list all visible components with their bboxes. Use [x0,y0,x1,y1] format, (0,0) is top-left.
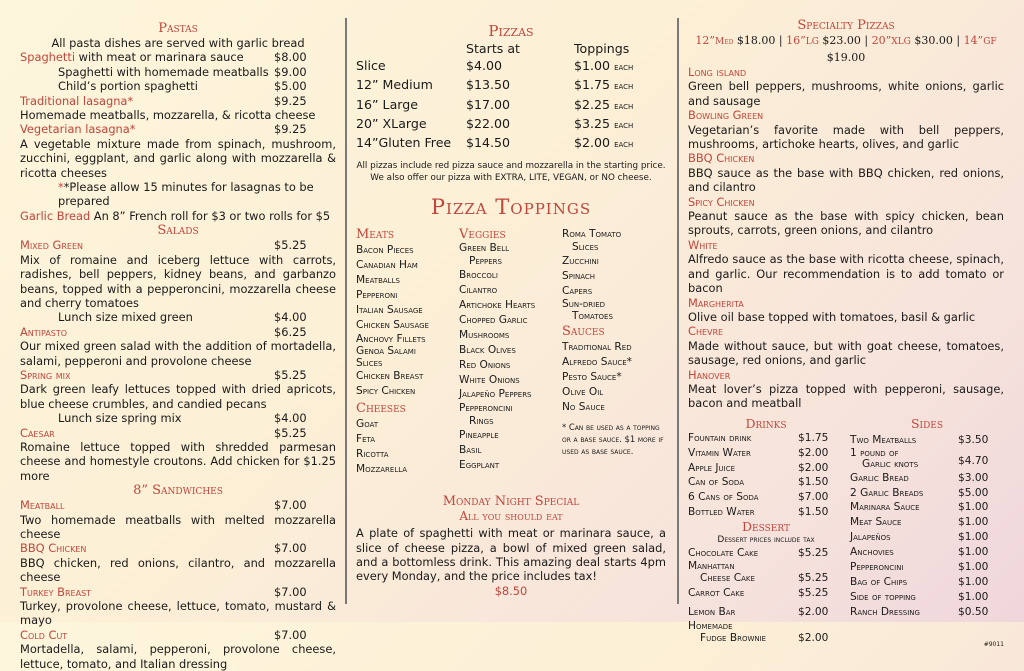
item-price: $5.25 [274,367,307,382]
item-name: Turkey Breast [20,584,92,599]
category-title: Sauces [562,323,605,339]
list-item: Green Bell [459,242,510,255]
list-item: Sun-dried [562,297,606,310]
item-name: Garlic Bread [20,208,91,223]
item-name: Spaghetti [20,50,75,65]
list-item: Broccoli [459,269,498,282]
list-item: Chicken Sausage [356,318,429,331]
list-item: Slices [356,356,383,369]
item-desc: with meat or marinara sauce [78,50,244,65]
list-item: Italian Sausage [356,303,423,316]
list-item: Red Onions [459,358,511,371]
list-item: Anchovies $1.00 [850,546,989,559]
print-tag: #9011 [983,640,1004,648]
pastas-heading: Pastas [158,21,198,36]
item-name: Chevre [688,324,724,339]
toppings-column [459,226,562,477]
specialty-sizes: 12”Med $18.00 | 16”LG $23.00 | 20”XLG $30.00 | 14”GF $19.00 [695,34,997,64]
special-subtitle: All you should eat [459,509,563,524]
category-title: Meats [356,227,395,243]
toppings-heading: Pizza Toppings [430,195,592,220]
list-item: No Sauce [562,400,605,413]
item-name: Mixed Green [20,238,83,253]
sides-heading: Sides [910,415,944,431]
item-desc: Lunch size mixed green [58,310,193,325]
list-item: 1 pound of Garlic knots $4.70 [850,446,989,471]
list-item: Bottled Water $1.50 [688,506,829,519]
drinks-dessert-column [688,417,844,653]
item-price: $7.00 [274,627,307,642]
toppings-column [356,226,459,477]
item-desc: Turkey, provolone cheese, lettuce, tomato, mustard & mayo [20,599,336,628]
item-name: BBQ Chicken [20,541,87,556]
pizza-note: All pizzas include red pizza sauce and mozzarella in the starting price. [356,161,666,172]
table-row: 14”Gluten Free $14.50 $2.00 each [356,135,634,151]
list-item: Pepperoncini $1.00 [850,561,989,574]
list-item: Bag of Chips $1.00 [850,576,989,588]
sides-column [850,417,1004,653]
item-desc: A vegetable mixture made from spinach, mushroom, zucchini, eggplant, and garlic along with mozzarella & ricotta cheeses [20,136,336,180]
list-item: Ricotta [356,448,389,461]
item-name: Long island [688,65,747,79]
list-item: Artichoke Hearts [459,299,536,312]
list-item: Pepperoni [356,288,398,301]
sandwiches-heading: 8” Sandwiches [133,483,223,499]
category-title: Cheeses [356,401,406,417]
menu-item [20,122,336,136]
menu-item [20,411,336,425]
item-name: Bowling Green [688,108,764,123]
item-name: Traditional lasagna* [20,93,134,108]
dessert-note: Dessert prices include tax [717,535,815,546]
list-item: Canadian Ham [356,259,418,272]
list-item: Vitamin Water $2.00 [688,446,829,459]
list-item: White Onions [459,373,520,386]
item-price: $7.00 [274,584,307,599]
column-divider [677,18,679,604]
item-desc: BBQ chicken, red onions, cilantro, and mozzarella cheese [20,555,336,585]
list-item: Can of Soda $1.50 [688,476,829,489]
list-item: Eggplant [459,459,500,472]
item-desc: Homemade meatballs, mozzarella, & ricotta cheese [20,108,316,123]
item-price: $5.00 [274,79,307,94]
menu-item [20,585,336,599]
list-item: Pesto Sauce* [562,370,622,383]
item-desc: Olive oil base topped with tomatoes, basil & garlic [688,309,976,324]
sauce-footnote: * Can be used as a topping or a base sauce. $1 more if used as base sauce. [562,422,664,456]
list-item: Chopped Garlic [459,313,528,326]
list-item: Garlic Bread $3.00 [850,471,989,484]
menu-item [20,628,336,642]
item-desc: Dark green leafy lettuces topped with dried apricots, blue cheese crumbles, and candied pecans [20,382,336,411]
menu-item [20,94,336,108]
list-item: Roma Tomato [562,228,622,241]
list-item: Homemade Fudge Brownie $2.00 [688,620,829,644]
list-item: Zucchini [562,255,599,268]
list-item: Two Meatballs $3.50 [850,433,989,446]
list-item: Basil [459,444,482,457]
list-item: Traditional Red [562,340,632,353]
menu-item [20,498,336,512]
menu-item [20,65,336,79]
item-desc: Lunch size spring mix [58,411,182,426]
item-price: $5.25 [274,425,307,440]
menu-item [20,325,336,339]
item-name: Meatball [20,498,65,513]
menu-item [20,368,336,382]
menu-item [20,541,336,555]
list-item: Mushrooms [459,328,510,341]
list-item: Carrot Cake $5.25 [688,587,829,600]
lasagna-note: **Please allow 15 minutes for lasagnas to be prepared [58,180,314,209]
toppings-grid [356,226,666,477]
list-item: Side of topping $1.00 [850,590,989,603]
table-row: 16” Large $17.00 $2.25 each [356,96,634,112]
list-item: Spicy Chicken [356,384,416,397]
item-name: Vegetarian lasagna* [20,122,136,137]
item-name: Margherita [688,295,744,310]
list-item: Chocolate Cake $5.25 [688,547,829,560]
item-price: $7.00 [274,498,307,513]
menu-item [20,79,336,93]
item-desc: Alfredo sauce as the base with ricotta cheese, spinach, and garlic. Our recommendation is to add tomato or bacon [688,252,1004,296]
list-item: Pepperoncini [459,402,513,415]
special-heading: Monday Night Special [442,494,580,510]
list-item: Bacon Pieces [356,244,414,257]
list-item: Olive Oil [562,385,604,398]
list-item: Tomatoes [572,309,613,322]
pizza-price-table [356,40,666,153]
item-name: Hanover [688,367,731,382]
list-item: Manhattan Cheese Cake $5.25 [688,560,829,585]
item-desc: An 8” French roll for $3 or two rolls for $5 [93,208,331,223]
item-price: $8.00 [274,50,307,65]
specialty-heading: Specialty Pizzas [797,18,895,33]
pizzas-heading: Pizzas [488,22,534,40]
salads-heading: Salads [157,223,199,239]
list-item: Cilantro [459,284,498,297]
item-price: $5.25 [274,238,307,253]
toppings-column [562,226,665,477]
list-item: 2 Garlic Breads $5.00 [850,486,989,499]
list-item: Peppers [469,255,502,268]
drinks-sides-section [688,417,1004,653]
item-desc: Green bell peppers, mushrooms, white onions, garlic and sausage [688,79,1004,108]
item-price: $7.00 [274,541,307,556]
list-item: Capers [562,285,593,298]
item-desc: Spaghetti with homemade meatballs [58,64,269,79]
item-price: $9.25 [274,93,307,108]
special-desc: A plate of spaghetti with meat or marinara sauce, a slice of cheese pizza, a bowl of mixed green salad, and a bottomless drink. This amazing deal starts 4pm every Monday, and the price includes tax! [356,526,666,584]
pasta-salad-sandwich-column [20,0,336,671]
list-item: Marinara Sauce $1.00 [850,501,989,514]
list-item: Slices [572,241,599,254]
item-name: Antipasto [20,324,68,339]
table-row: 20” XLarge $22.00 $3.25 each [356,115,634,131]
list-item: Ranch Dressing $0.50 [850,605,989,618]
table-row: 12” Medium $13.50 $1.75 each [356,77,634,93]
list-item: Pineapple [459,429,499,442]
special-price: $8.50 [494,583,528,598]
dessert-heading: Dessert [742,519,790,535]
item-desc: Our mixed green salad with the addition of mortadella, salami, pepperoni and provolone cheese [20,339,336,368]
table-row: Slice $4.00 $1.00 each [356,58,634,74]
item-desc: Mix of romaine and iceberg lettuce with carrots, radishes, bell peppers, kidney beans, and garbanzo beans, topped with a pepperoncini, mozzarella cheese and cherry tomatoes [20,252,336,310]
list-item: Apple Juice $2.00 [688,461,829,474]
item-price: $9.00 [274,64,307,79]
item-desc: Meat lover’s pizza topped with pepperoni, sausage, bacon and meatball [688,381,1004,411]
column-header: Toppings [574,41,630,56]
list-item: Goat [356,418,379,431]
list-item: 6 Cans of Soda $7.00 [688,491,829,504]
item-name: White [688,237,718,252]
column-header: Starts at [466,41,520,56]
menu-item [20,310,336,324]
item-price: $4.00 [274,411,307,426]
item-name: Spring mix [20,367,71,382]
menu-item [20,50,336,64]
item-desc: Vegetarian’s favorite made with bell peppers, mushrooms, artichoke hearts, olives, and garlic [688,122,1004,152]
pizza-note: We also offer our pizza with EXTRA, LITE, VEGAN, or NO cheese. [370,173,652,184]
item-name: Spicy Chicken [688,194,755,209]
drinks-heading: Drinks [745,415,787,431]
item-desc: Peanut sauce as the base with spicy chicken, bean sprouts, carrots, green onions, and cilantro [688,209,1004,238]
list-item: Lemon Bar $2.00 [688,606,829,619]
item-price: $9.25 [274,122,307,137]
list-item: Spinach [562,270,596,283]
list-item: Chicken Breast [356,369,424,382]
item-desc: Two homemade meatballs with melted mozzarella cheese [20,512,336,541]
item-name: Caesar [20,425,55,440]
menu-item [20,209,336,223]
list-item: Black Olives [459,343,516,356]
column-divider [345,18,347,604]
pizza-column [356,0,666,622]
item-desc: Made without sauce, but with goat cheese, tomatoes, sausage, red onions, and garlic [688,338,1004,368]
list-item: Meatballs [356,274,400,287]
list-item: Feta [356,433,376,446]
menu-item [20,426,336,440]
table-header [356,40,666,57]
pasta-intro: All pasta dishes are served with garlic bread [51,36,305,50]
item-desc: Child’s portion spaghetti [58,79,198,94]
item-desc: Mortadella, salami, pepperoni, provolone cheese, lettuce, tomato, and Italian dressing [20,642,336,671]
list-item: Anchovy Fillets [356,332,426,345]
item-name: BBQ Chicken [688,151,755,166]
list-item: Mozzarella [356,463,408,476]
list-item: Fountain drink $1.75 [688,431,829,444]
item-desc: Romaine lettuce topped with shredded parmesan cheese and homestyle croutons. Add chicken for $1.25 more [20,439,336,483]
item-desc: BBQ sauce as the base with BBQ chicken, red onions, and cilantro [688,165,1004,195]
menu-item [20,238,336,252]
item-price: $4.00 [274,310,307,325]
specialty-column [688,0,1004,648]
category-title: Veggies [459,227,506,243]
list-item: Jalapeño Peppers [459,388,532,401]
item-price: $6.25 [274,324,307,339]
list-item: Meat Sauce $1.00 [850,516,989,529]
list-item: Rings [469,415,494,428]
list-item: Genoa Salami [356,344,416,357]
item-name: Cold Cut [20,627,68,642]
list-item: Jalapeños $1.00 [850,531,989,544]
list-item: Alfredo Sauce* [562,355,632,368]
